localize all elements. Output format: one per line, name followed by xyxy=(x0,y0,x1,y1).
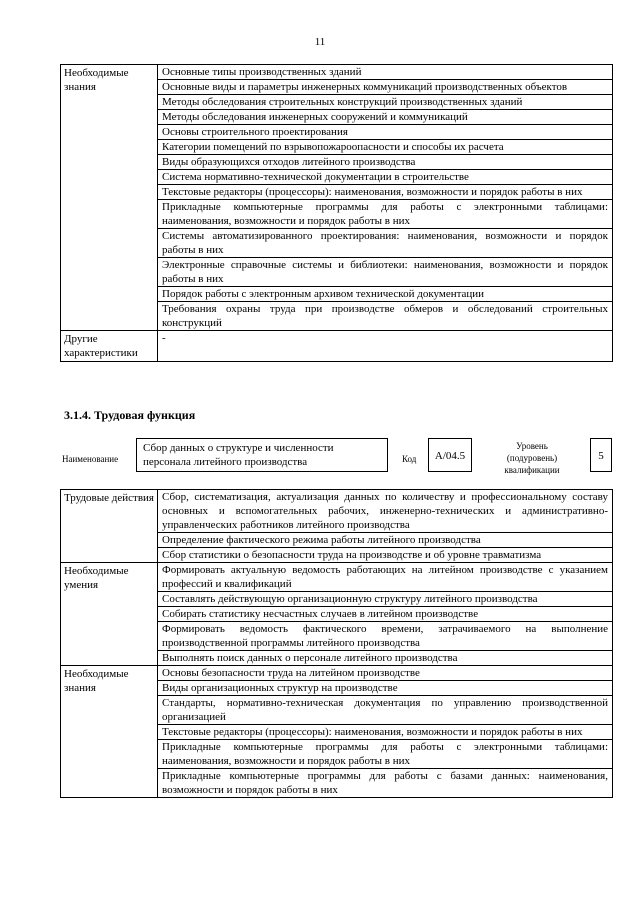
item-cell: Сбор, систематизация, актуализация данных по количеству и профессиональному составу основных и вспомогательных рабочих, инженерно-технических и административно-управленческих работников литейного производства xyxy=(158,490,613,533)
item-cell: Составлять действующую организационную структуру литейного производства xyxy=(158,592,613,607)
category-cell: Необходимые знания xyxy=(61,65,158,331)
item-cell: Порядок работы с электронным архивом технической документации xyxy=(158,287,613,302)
labor-function-table xyxy=(60,489,613,798)
section-heading: 3.1.4. Трудовая функция xyxy=(64,408,196,422)
category-cell: Необходимые умения xyxy=(61,563,158,666)
item-cell: Прикладные компьютерные программы для работы с электронными таблицами: наименования, возможности и порядок работы в них xyxy=(158,740,613,769)
table-row xyxy=(61,666,613,681)
qualification-level-label: Уровень (подуровень) квалификации xyxy=(504,441,560,475)
item-cell: Прикладные компьютерные программы для работы с базами данных: наименования, возможности и порядок работы в них xyxy=(158,769,613,798)
item-cell: Прикладные компьютерные программы для работы с электронными таблицами: наименования, возможности и порядок работы в них xyxy=(158,200,613,229)
item-cell: Методы обследования строительных конструкций производственных зданий xyxy=(158,95,613,110)
table-row xyxy=(61,563,613,592)
item-cell: Стандарты, нормативно-техническая документация по управлению производственной организацией xyxy=(158,696,613,725)
labor-function-header xyxy=(60,434,620,480)
item-cell: Сбор статистики о безопасности труда на производстве и об уровне травматизма xyxy=(158,548,613,563)
item-cell: Текстовые редакторы (процессоры): наименования, возможности и порядок работы в них xyxy=(158,185,613,200)
item-cell: Выполнять поиск данных о персонале литейного производства xyxy=(158,651,613,666)
item-cell: Основные виды и параметры инженерных коммуникаций производственных объектов xyxy=(158,80,613,95)
item-cell: Методы обследования инженерных сооружений и коммуникаций xyxy=(158,110,613,125)
item-cell: Требования охраны труда при производстве обмеров и обследований строительных конструкций xyxy=(158,302,613,331)
item-cell: Основные типы производственных зданий xyxy=(158,65,613,80)
category-cell: Трудовые действия xyxy=(61,490,158,563)
item-cell: Виды организационных структур на производстве xyxy=(158,681,613,696)
table-row xyxy=(61,65,613,80)
qualification-level-box: 5 xyxy=(590,438,612,472)
name-label: Наименование xyxy=(62,454,119,464)
function-code-box: А/04.5 xyxy=(428,438,472,472)
category-cell: Другие характеристики xyxy=(61,331,158,362)
item-cell: Определение фактического режима работы литейного производства xyxy=(158,533,613,548)
item-cell: Виды образующихся отходов литейного производства xyxy=(158,155,613,170)
knowledge-table xyxy=(60,64,613,362)
item-cell: Текстовые редакторы (процессоры): наименования, возможности и порядок работы в них xyxy=(158,725,613,740)
code-label: Код xyxy=(402,454,417,464)
table-row xyxy=(61,331,613,362)
item-cell: Системы автоматизированного проектирования: наименования, возможности и порядок работы в них xyxy=(158,229,613,258)
table-row xyxy=(61,490,613,533)
function-name-box: Сбор данных о структуре и численности персонала литейного производства xyxy=(136,438,388,472)
category-cell: Необходимые знания xyxy=(61,666,158,798)
item-cell: Категории помещений по взрывопожароопасности и способы их расчета xyxy=(158,140,613,155)
item-cell: Основы безопасности труда на литейном производстве xyxy=(158,666,613,681)
item-cell: Собирать статистику несчастных случаев в литейном производстве xyxy=(158,607,613,622)
item-cell: Формировать ведомость фактического времени, затрачиваемого на выполнение производственной программы литейного производства xyxy=(158,622,613,651)
item-cell: Система нормативно-технической документации в строительстве xyxy=(158,170,613,185)
page-number: 11 xyxy=(314,36,326,48)
item-cell: - xyxy=(158,331,613,362)
item-cell: Формировать актуальную ведомость работающих на литейном производстве с указанием профессий и квалификаций xyxy=(158,563,613,592)
item-cell: Электронные справочные системы и библиотеки: наименования, возможности и порядок работы в них xyxy=(158,258,613,287)
item-cell: Основы строительного проектирования xyxy=(158,125,613,140)
